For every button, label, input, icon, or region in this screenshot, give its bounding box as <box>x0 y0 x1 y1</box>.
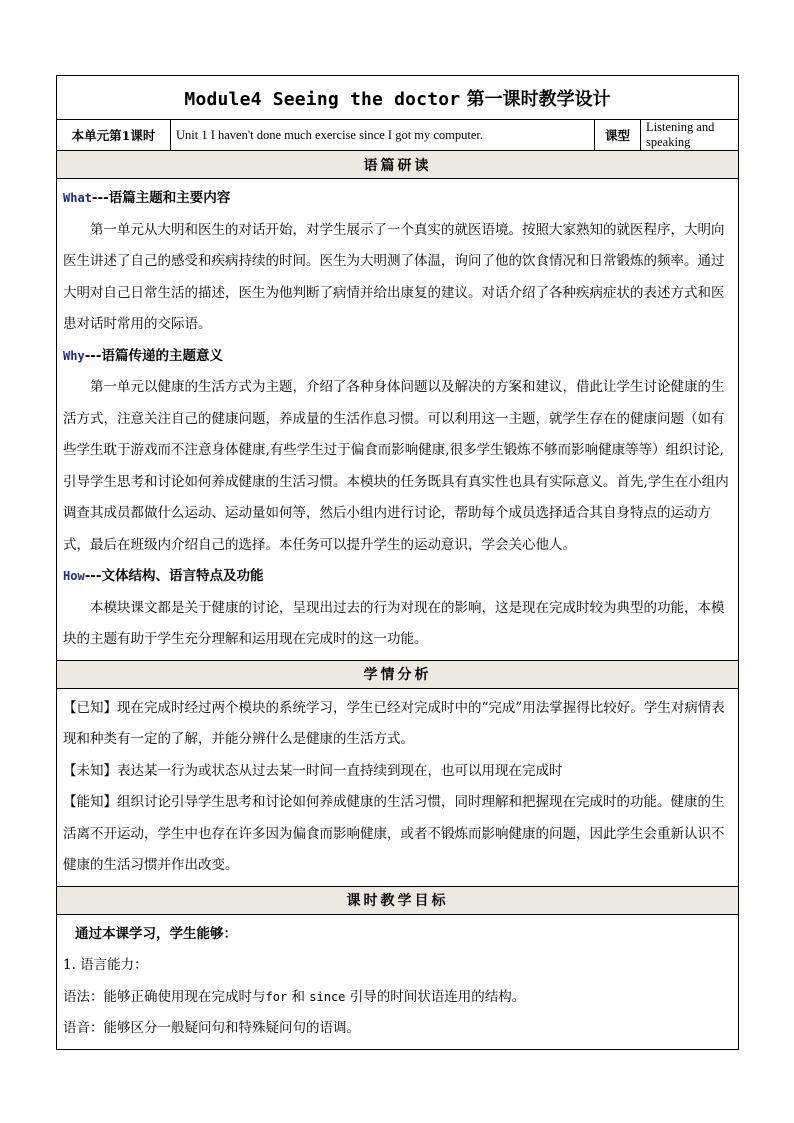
what-label: What <box>63 191 92 205</box>
unknown-paragraph: 【未知】表达某一行为或状态从过去某一时间一直持续到现在，也可以用现在完成时 <box>63 762 563 779</box>
objectives-content <box>57 914 739 1049</box>
lesson-number-label: 本单元第1课时 <box>57 120 171 151</box>
section-heading-learner-analysis: 学情分析 <box>57 660 739 688</box>
grammar-for: for <box>265 989 288 1004</box>
grammar-since: since <box>309 989 346 1004</box>
what-heading <box>63 183 732 215</box>
why-heading <box>63 341 732 373</box>
what-label-desc: ---语篇主题和主要内容 <box>91 190 231 206</box>
how-heading <box>63 561 732 593</box>
document-page <box>56 75 738 1050</box>
objective-item-1: 1. 语言能力： <box>63 957 148 973</box>
section-heading-objectives: 课时教学目标 <box>57 886 739 914</box>
unit-title: Unit 1 I haven't done much exercise since I got my computer. <box>171 120 595 151</box>
section-heading-text-analysis: 语篇研读 <box>57 151 739 179</box>
why-paragraph: 第一单元以健康的生活方式为主题，介绍了各种身体问题以及解决的方案和建议，借此让学生讨论健康的生活方式，注意关注自己的健康问题，养成量的生活作息习惯。可以利用这一主题，就学生存在的健康问题（如有些学生耽于游戏而不注意身体健康,有些学生过于偏食而影响健康,很多学生锻炼不够而影响健康等等）组织讨论,引导学生思考和讨论如何养成健康的生活习惯。本模块的任务既具有真实性也具有实际意义。首先,学生在小组内调查其成员都做什么运动、运动量如何等，然后小组内进行讨论，帮助每个成员选择适合其自身特点的运动方式，最后在班级内介绍自己的选择。本任务可以提升学生的运动意识，学会关心他人。 <box>63 379 729 553</box>
grammar-text-c: 引导的时间状语连用的结构。 <box>345 988 526 1005</box>
lesson-type-label: 课型 <box>595 120 641 151</box>
grammar-objective <box>63 982 732 1014</box>
title-english: Module4 Seeing the doctor <box>184 88 461 110</box>
pronunciation-objective: 语音：能够区分一般疑问句和特殊疑问句的语调。 <box>63 1020 360 1036</box>
learner-analysis-content <box>57 688 739 886</box>
objectives-intro: 通过本课学习，学生能够： <box>75 925 237 942</box>
grammar-text-b: 和 <box>287 988 310 1005</box>
known-paragraph: 【已知】现在完成时经过两个模块的系统学习，学生已经对完成时中的“完成”用法掌握得比较好。学生对病情表现和种类有一定的了解，并能分辨什么是健康的生活方式。 <box>63 699 725 747</box>
how-label: How <box>63 569 85 583</box>
lesson-info-row <box>57 120 739 151</box>
how-label-desc: ---文体结构、语言特点及功能 <box>84 568 264 584</box>
ability-paragraph: 【能知】组织讨论引导学生思考和讨论如何养成健康的生活习惯，同时理解和把握现在完成时的功能。健康的生活离不开运动，学生中也存在许多因为偏食而影响健康，或者不锻炼而影响健康的问题，因此学生会重新认识不健康的生活习惯并作出改变。 <box>63 794 725 873</box>
document-title <box>57 76 739 120</box>
title-chinese: 第一课时教学设计 <box>466 88 611 110</box>
lesson-plan-table <box>56 75 739 1050</box>
text-analysis-content <box>57 179 739 661</box>
lesson-type-value: Listening and speaking <box>641 120 739 151</box>
what-paragraph: 第一单元从大明和医生的对话开始，对学生展示了一个真实的就医语境。按照大家熟知的就医程序，大明向医生讲述了自己的感受和疾病持续的时间。医生为大明测了体温，询问了他的饮食情况和日常锻炼的频率。通过大明对自己日常生活的描述，医生为他判断了病情并给出康复的建议。对话介绍了各种疾病症状的表述方式和医患对话时常用的交际语。 <box>63 221 725 332</box>
why-label-desc: ---语篇传递的主题意义 <box>84 347 223 364</box>
how-paragraph: 本模块课文都是关于健康的讨论，呈现出过去的行为对现在的影响，这是现在完成时较为典型的功能，本模块的主题有助于学生充分理解和运用现在完成时的这一功能。 <box>63 599 725 647</box>
grammar-text-a: 语法：能够正确使用现在完成时与 <box>63 988 266 1005</box>
why-label: Why <box>63 348 85 363</box>
